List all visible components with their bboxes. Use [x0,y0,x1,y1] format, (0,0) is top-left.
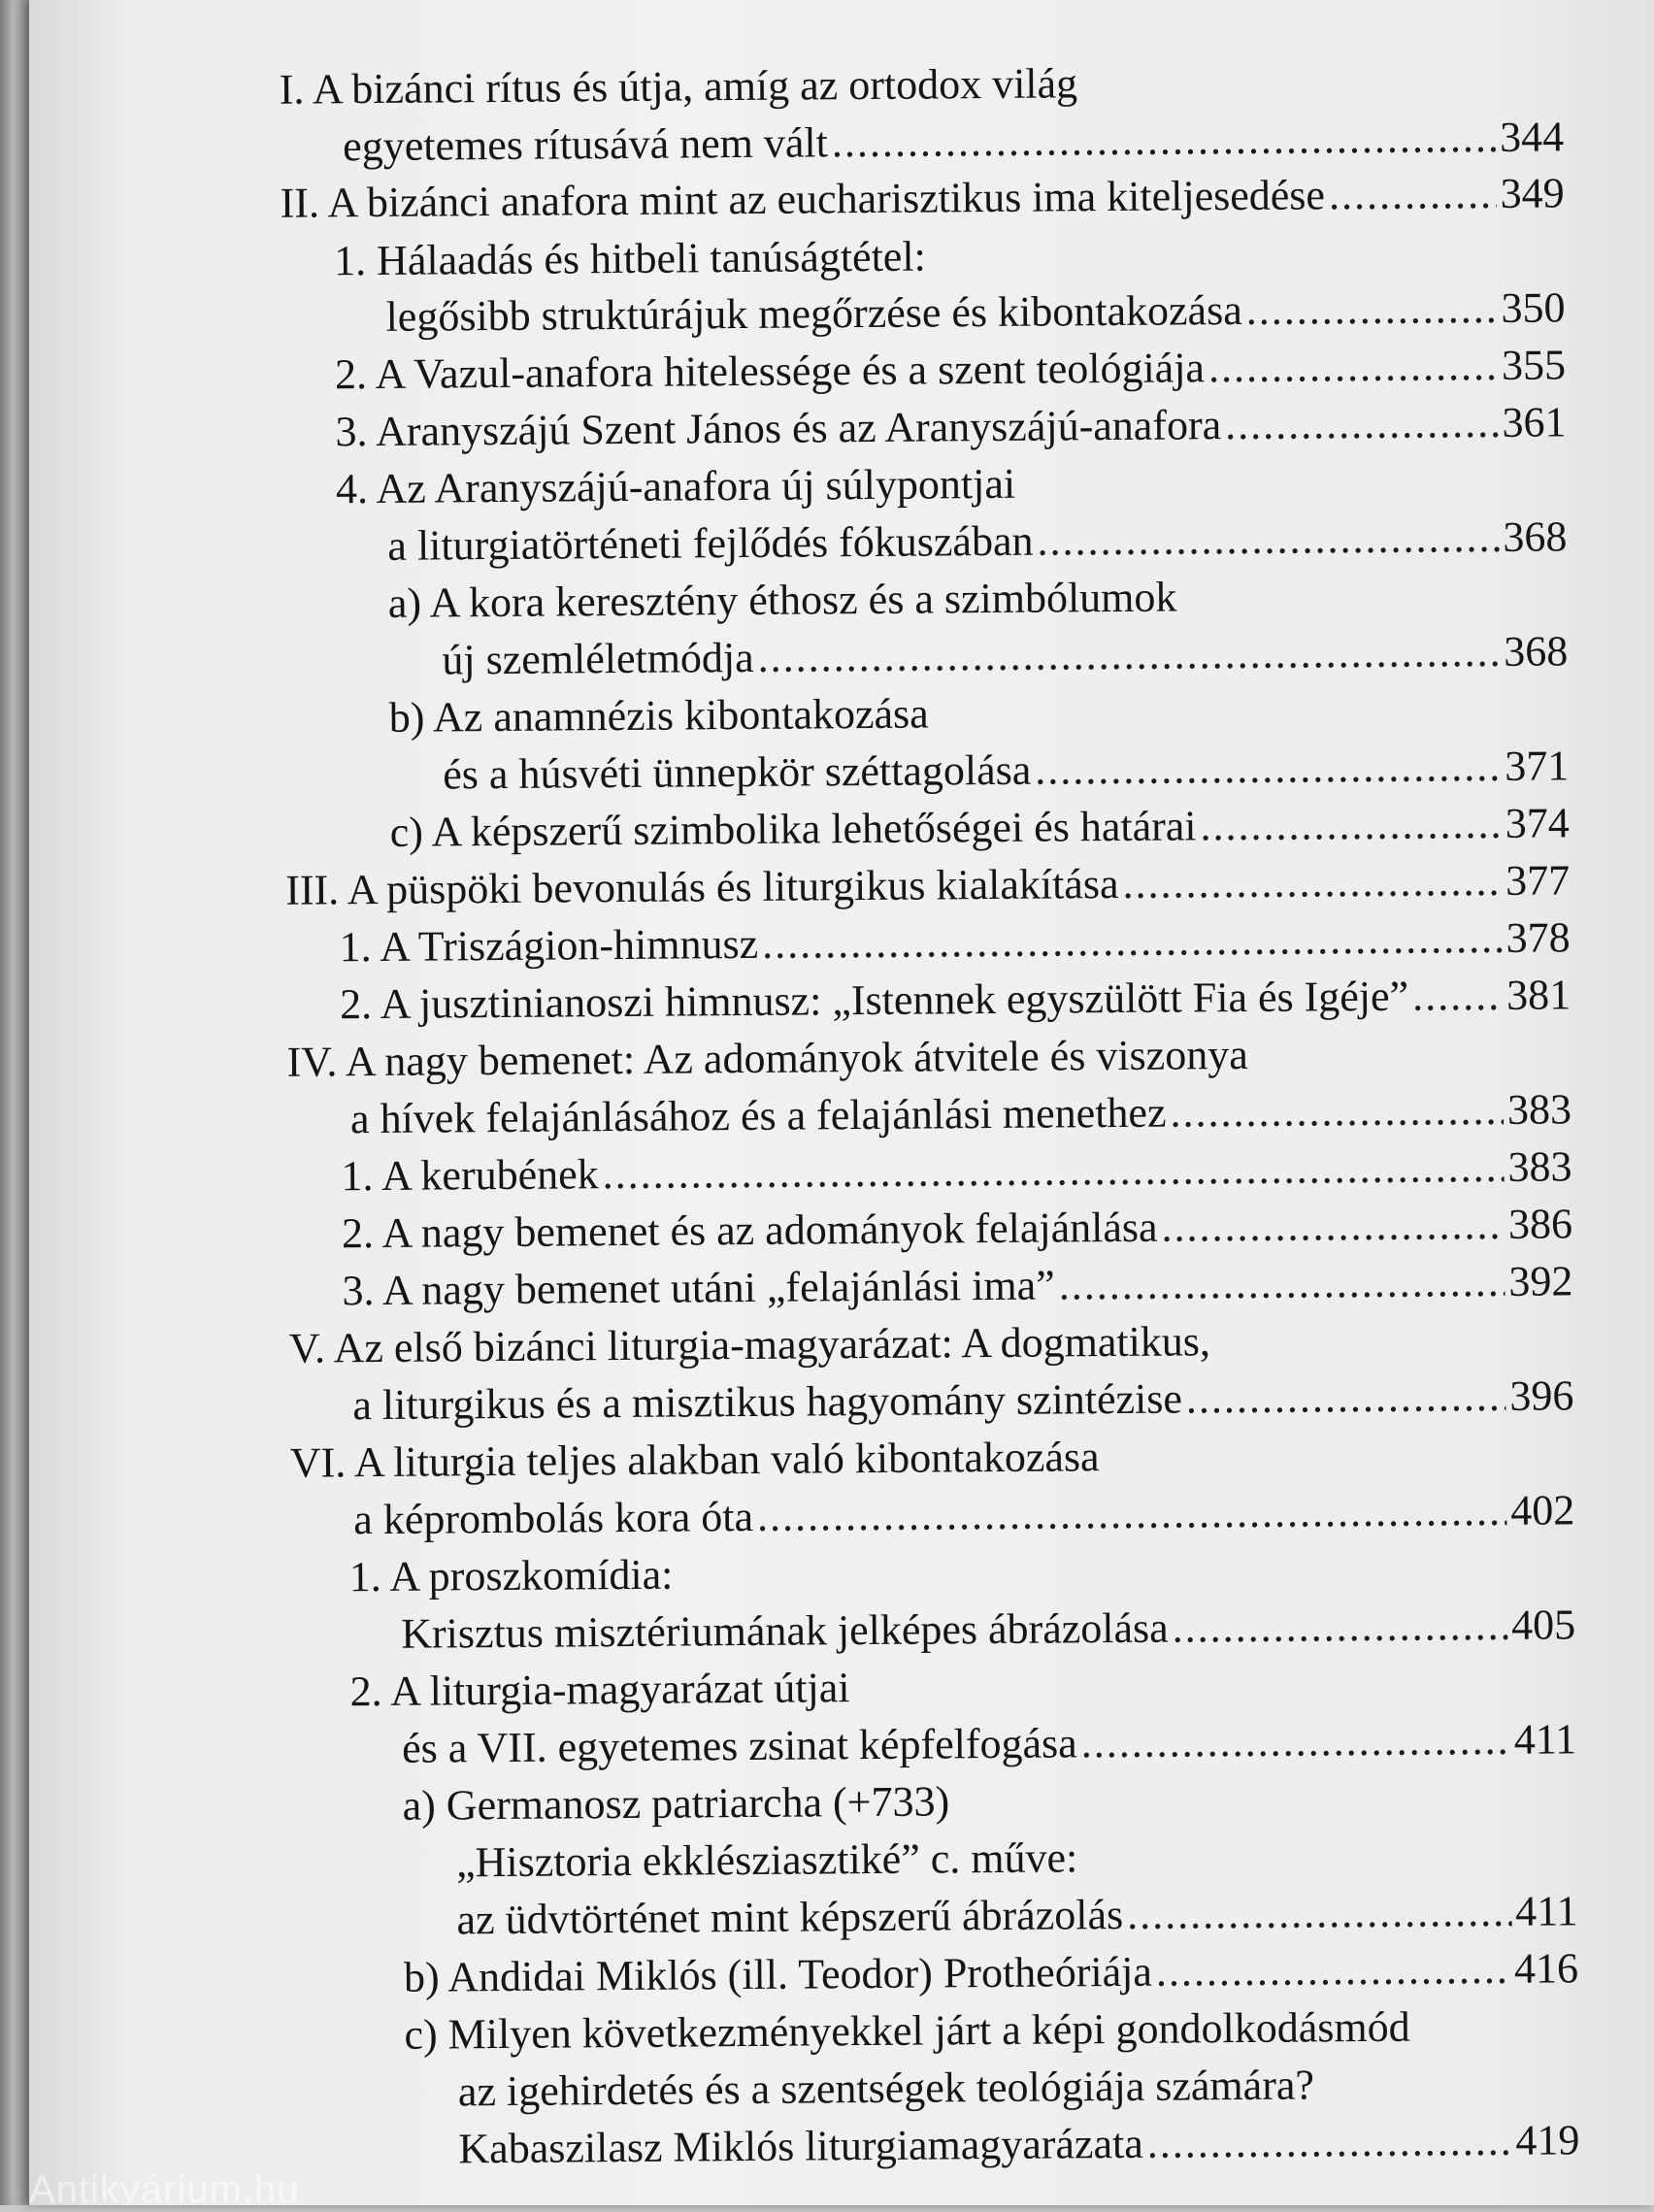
toc-line: legősibb struktúrájuk megőrzése és kibontakozása ..... 350 [385,280,1565,346]
toc-line: 4. Az Aranyszájú-anafora új súlypontjai [335,459,1016,513]
toc-line: 2. A Vazul-anafora hitelessége és a szent teológiája ..... 355 [335,337,1566,403]
toc-line: 2. A liturgia-magyarázat útjai [349,1664,850,1716]
toc-line: a) A kora keresztény éthosz és a szimbólumok [387,573,1177,627]
toc-line: Krisztus misztériumának jelképes ábrázolása ..... 405 [401,1597,1575,1663]
toc-line: 1. A Triszágion-himnusz ..... 378 [339,909,1570,975]
toc-line: b) Az anamnézis kibontakozása [388,689,929,742]
toc-line: és a húsvéti ünnepkör széttagolása ..... 371 [443,738,1569,803]
toc-line: III. A püspöki bevonulás és liturgikus kialakítása ..... 377 [285,852,1570,918]
toc-line: 2. A nagy bemenet és az adományok felajánlása ..... 386 [342,1196,1572,1262]
toc-line: egyetemes rítusává nem vált ..... 344 [343,109,1564,175]
toc-line: Kabaszilasz Miklós liturgiamagyarázata ..... 419 [458,2112,1579,2177]
toc-line: a) Germanosz patriarcha (+733) [402,1777,950,1830]
toc-line: 1. Hálaadás és hitbeli tanúságtétel: [333,232,926,285]
toc-line: az üdvtörténet mint képszerű ábrázolás ..... 411 [456,1883,1577,1948]
toc-line: c) A képszerű szimbolika lehetőségei és határai ..... 374 [390,795,1570,861]
toc-line: a liturgikus és a misztikus hagyomány szintézise ..... 396 [352,1368,1573,1434]
toc-line: IV. A nagy bemenet: Az adományok átvitele és viszonya [286,1030,1248,1086]
toc-line: 3. A nagy bemenet utáni „felajánlási ima” ..... 392 [342,1253,1572,1319]
toc-line: a képrombolás kora óta ..... 402 [353,1482,1574,1548]
toc-line: VI. A liturgia teljes alakban való kibontakozása [289,1433,1100,1487]
toc-line: 1. A proszkomídia: [348,1550,674,1601]
toc-line: V. Az első bizánci liturgia-magyarázat: A dogmatikus, [288,1317,1211,1372]
toc-line: a liturgiatörténeti fejlődés fókuszában ..... 368 [387,509,1567,575]
toc-line: II. A bizánci anafora mint az eucharisztikus ima kiteljesedése ..... 349 [280,165,1564,231]
toc-line: 1. A kerubének ..... 383 [341,1139,1571,1205]
toc-line: b) Andidai Miklós (ill. Teodor) Protheóriája ..... 416 [404,1940,1578,2006]
toc-line: 3. Aranyszájú Szent János és az Aranyszájú-anafora ..... 361 [335,394,1566,460]
toc-line: a hívek felajánlásához és a felajánlási menethez ..... 383 [350,1081,1571,1147]
toc-line: „Hisztoria ekklésziasztiké” c. műve: [455,1833,1078,1887]
toc-line: 2. A jusztinianoszi himnusz: „Istennek egyszülött Fia és Igéje” ..... 381 [340,967,1571,1033]
toc-line: c) Milyen következményekkel járt a képi gondolkodásmód [404,2002,1410,2059]
toc-line: új szemléletmódja ..... 368 [442,623,1568,688]
watermark-text: Antikvárium.hu [29,2168,300,2211]
toc-line: I. A bizánci rítus és útja, amíg az ortodox világ [279,59,1078,114]
toc-line: és a VII. egyetemes zsinat képfelfogása ..... 411 [402,1711,1576,1777]
toc-line: az igehirdetés és a szentségek teológiája számára? [457,2061,1315,2116]
